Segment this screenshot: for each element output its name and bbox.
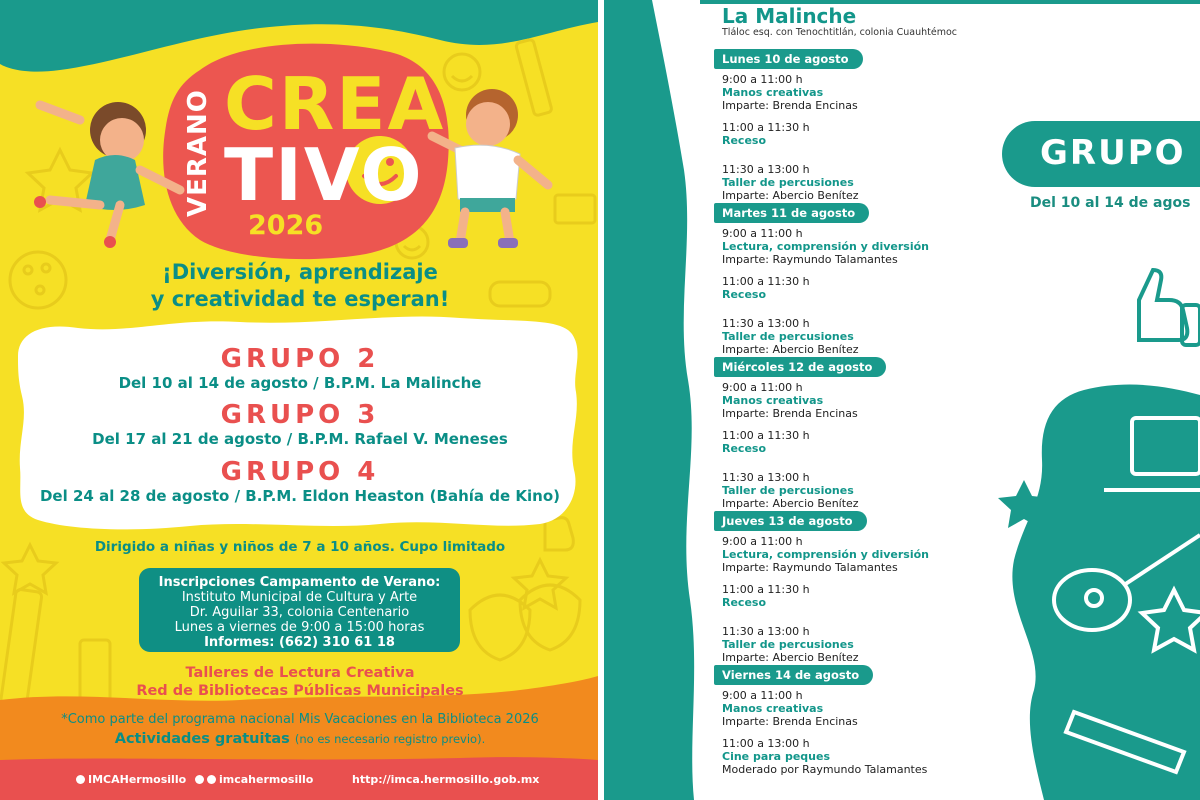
free-activities [20, 731, 580, 747]
schedule-time: 9:00 a 11:00 h [722, 381, 803, 394]
schedule-time: 11:00 a 11:30 h [722, 583, 810, 596]
talleres-line-2: Red de Bibliotecas Públicas Municipales [136, 683, 464, 699]
schedule-instructor: Imparte: Brenda Encinas [722, 99, 858, 112]
group-2-detail: Del 10 al 14 de agosto / B.P.M. La Malinche [118, 374, 482, 392]
title-crea: CREA [224, 62, 446, 146]
schedule-item [722, 121, 810, 147]
registration-phone: Informes: (662) 310 61 18 [204, 635, 395, 650]
group-4-title: GRUPO 4 [220, 457, 380, 487]
free-activities-label: Actividades gratuitas [114, 731, 290, 747]
schedule-instructor: Imparte: Brenda Encinas [722, 407, 858, 420]
schedule-item [722, 381, 858, 420]
footer-instagram[interactable] [195, 773, 313, 786]
schedule-time: 9:00 a 11:00 h [722, 227, 803, 240]
instagram-handle: imcahermosillo [219, 773, 314, 786]
talleres-line-1: Talleres de Lectura Creativa [185, 665, 415, 681]
schedule-activity: Receso [722, 596, 767, 609]
schedule-activity: Receso [722, 442, 767, 455]
schedule-activity: Manos creativas [722, 86, 824, 99]
schedule-instructor: Imparte: Raymundo Talamantes [722, 561, 898, 574]
registration-line: Lunes a viernes de 9:00 a 15:00 horas [174, 620, 425, 635]
group-3-title: GRUPO 3 [220, 400, 380, 430]
group-3-detail: Del 17 al 21 de agosto / B.P.M. Rafael V. Meneses [92, 430, 508, 448]
schedule-item [722, 583, 810, 609]
library-name: La Malinche [722, 4, 857, 28]
schedule-item [722, 471, 859, 510]
schedule-item [722, 275, 810, 301]
schedule-item [722, 163, 859, 202]
facebook-icon [76, 775, 85, 784]
registration-line: Dr. Aguilar 33, colonia Centenario [189, 605, 410, 620]
schedule-time: 11:00 a 11:30 h [722, 275, 810, 288]
schedule-time: 11:30 a 13:00 h [722, 317, 810, 330]
schedule-activity: Manos creativas [722, 394, 824, 407]
group-4-detail: Del 24 al 28 de agosto / B.P.M. Eldon Heaston (Bahía de Kino) [39, 487, 560, 505]
schedule-item [722, 429, 810, 455]
day-header: Jueves 13 de agosto [714, 511, 867, 531]
schedule-time: 11:00 a 11:30 h [722, 121, 810, 134]
schedule-time: 11:00 a 11:30 h [722, 429, 810, 442]
tagline-line-2: y creatividad te esperan! [150, 287, 450, 311]
day-header: Lunes 10 de agosto [714, 49, 863, 69]
schedule-activity: Lectura, comprensión y diversión [722, 548, 930, 561]
schedule-activity: Taller de percusiones [722, 638, 854, 651]
title-tivo: TIVO [224, 133, 424, 217]
schedule-time: 9:00 a 11:00 h [722, 535, 803, 548]
day-header: Martes 11 de agosto [714, 203, 869, 223]
schedule-item [722, 227, 929, 266]
schedule-time: 9:00 a 11:00 h [722, 73, 803, 86]
schedule-instructor: Imparte: Abercio Benítez [722, 189, 859, 202]
footer-url[interactable]: http://imca.hermosillo.gob.mx [352, 773, 540, 786]
schedule-instructor: Imparte: Abercio Benítez [722, 651, 859, 664]
schedule-activity: Taller de percusiones [722, 484, 854, 497]
schedule-activity: Cine para peques [722, 750, 830, 763]
poster-left [0, 0, 598, 800]
schedule-time: 11:30 a 13:00 h [722, 471, 810, 484]
registration-title: Inscripciones Campamento de Verano: [158, 575, 441, 590]
schedule-item [722, 535, 929, 574]
registration-line: Instituto Municipal de Cultura y Arte [181, 590, 418, 605]
schedule-instructor: Imparte: Raymundo Talamantes [722, 253, 898, 266]
target-audience: Dirigido a niñas y niños de 7 a 10 años. Cupo limitado [94, 539, 506, 555]
schedule-instructor: Imparte: Abercio Benítez [722, 343, 859, 356]
group-2-title: GRUPO 2 [220, 344, 380, 374]
title-year: 2026 [248, 210, 324, 241]
schedule-item [722, 737, 927, 776]
boy-illustration [432, 89, 548, 248]
schedule-time: 11:00 a 13:00 h [722, 737, 810, 750]
tiktok-icon [207, 775, 216, 784]
schedule-activity: Taller de percusiones [722, 176, 854, 189]
schedule-activity: Lectura, comprensión y diversión [722, 240, 930, 253]
grupo-dates: Del 10 al 14 de agos [1030, 195, 1191, 211]
library-address: Tláloc esq. con Tenochtitlán, colonia Cuauhtémoc [722, 27, 957, 38]
girl-illustration [34, 102, 180, 248]
registration-box [139, 568, 460, 652]
schedule-time: 11:30 a 13:00 h [722, 163, 810, 176]
day-header: Viernes 14 de agosto [714, 665, 873, 685]
free-activities-note: (no es necesario registro previo). [294, 732, 486, 746]
program-note: *Como parte del programa nacional Mis Vacaciones en la Biblioteca 2026 [61, 712, 539, 727]
grupo-label: GRUPO [1040, 133, 1186, 173]
schedule-activity: Manos creativas [722, 702, 824, 715]
schedule-time: 9:00 a 11:00 h [722, 689, 803, 702]
title-verano: VERANO [183, 89, 213, 217]
day-header: Miércoles 12 de agosto [714, 357, 886, 377]
schedule-background [604, 0, 1200, 800]
facebook-handle: IMCAHermosillo [88, 773, 187, 786]
schedule-item [722, 625, 859, 664]
schedule-activity: Receso [722, 134, 767, 147]
instagram-icon [195, 775, 204, 784]
schedule-instructor: Imparte: Brenda Encinas [722, 715, 858, 728]
schedule-activity: Receso [722, 288, 767, 301]
tagline-line-1: ¡Diversión, aprendizaje [162, 260, 438, 284]
footer-facebook[interactable] [76, 773, 186, 786]
schedule-instructor: Moderado por Raymundo Talamantes [722, 763, 928, 776]
schedule-instructor: Imparte: Abercio Benítez [722, 497, 859, 510]
schedule-time: 11:30 a 13:00 h [722, 625, 810, 638]
schedule-item [722, 689, 858, 728]
schedule-right [604, 0, 1200, 800]
schedule-activity: Taller de percusiones [722, 330, 854, 343]
schedule-item [722, 73, 858, 112]
schedule-item [722, 317, 859, 356]
